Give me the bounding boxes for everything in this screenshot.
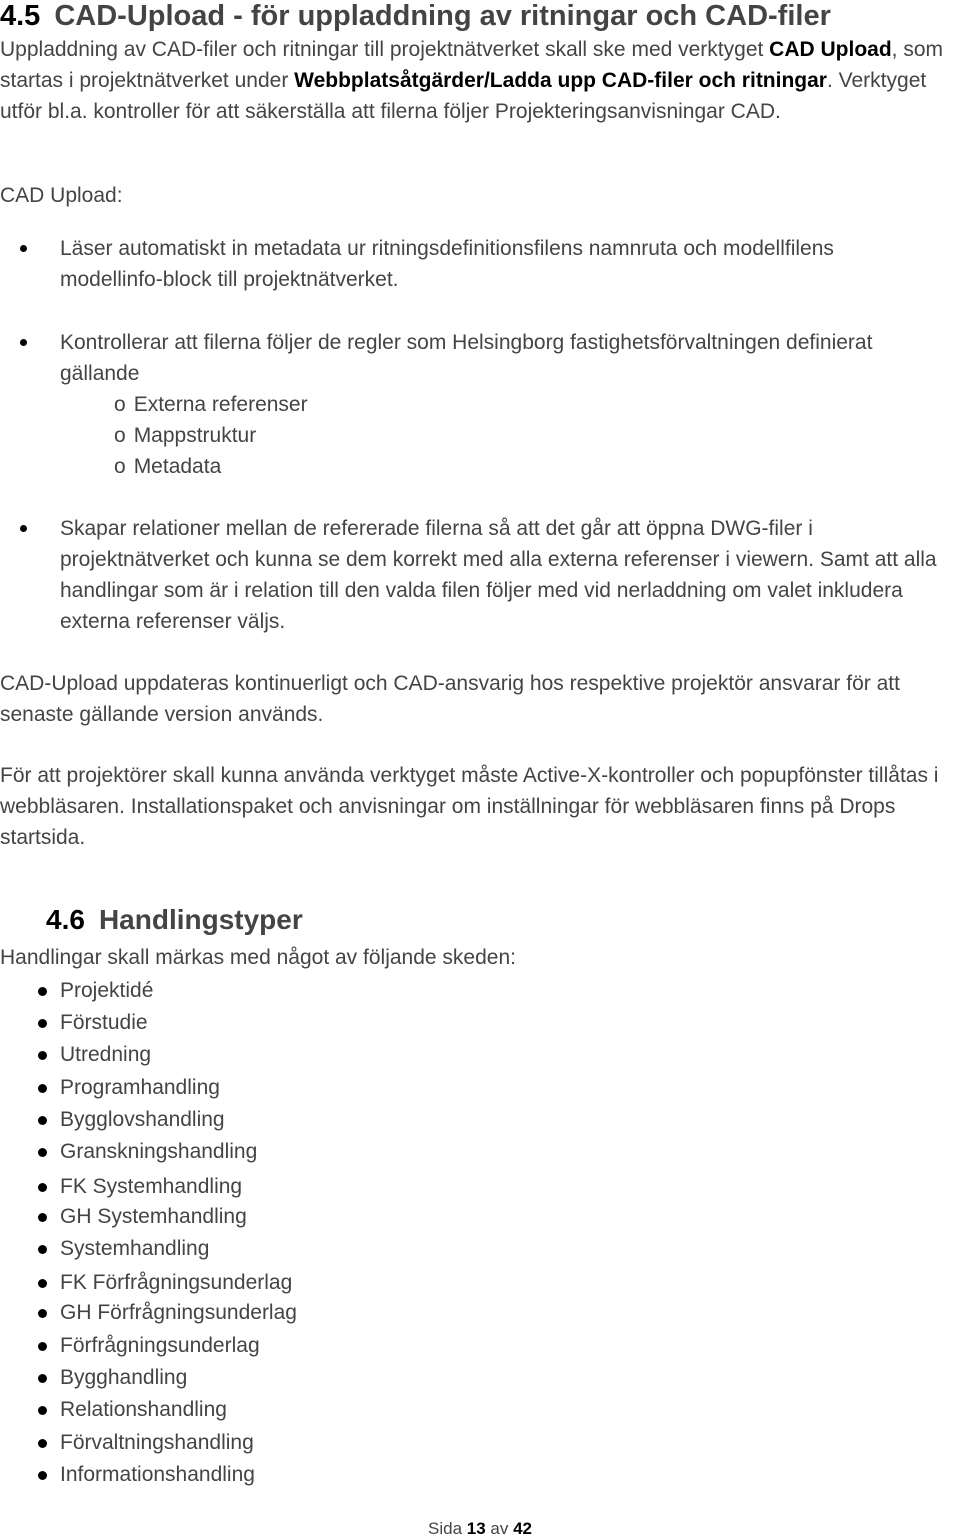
intro-text-1: Uppladdning av CAD-filer och ritningar till projektnätverket skall ske med verktyget [0, 38, 770, 61]
document-type-label: Utredning [60, 1043, 152, 1066]
section-number: 4.6 [46, 904, 85, 935]
activex-paragraph [0, 760, 960, 853]
bullet-dot-icon [38, 1374, 47, 1383]
document-type-item [0, 1201, 600, 1232]
document-type-label: GH Systemhandling [60, 1205, 247, 1228]
document-type-label: Förstudie [60, 1011, 148, 1034]
document-type-label: Programhandling [60, 1076, 220, 1099]
current-page-number: 13 [466, 1519, 486, 1538]
document-type-item [0, 1459, 600, 1490]
document-type-label: Förvaltningshandling [60, 1431, 254, 1454]
section-title: Handlingstyper [98, 904, 303, 935]
sub-list-item-text: Mappstruktur [133, 424, 257, 447]
bullet-dot-icon [38, 1116, 47, 1125]
document-type-item [0, 1171, 600, 1202]
activex-paragraph-text: För att projektörer skall kunna använda verktyget måste Active-X-kontroller och popupfönster tillåtas i webbläsaren. Installationspaket och anvisningar om inställningar för webbläsaren finns på Drops startsida. [0, 764, 939, 849]
cad-upload-label: CAD Upload: [0, 184, 123, 207]
document-type-label: FK Förfrågningsunderlag [60, 1271, 293, 1294]
document-type-label: Informationshandling [60, 1463, 255, 1486]
bullet-dot-icon [38, 1084, 47, 1093]
section-number: 4.5 [0, 0, 41, 32]
document-type-item [0, 1136, 600, 1167]
update-paragraph [0, 668, 960, 730]
bullet-dot-icon [38, 1439, 47, 1448]
document-type-item [0, 1007, 600, 1038]
bullet-dot-icon [20, 245, 27, 252]
document-type-label: Granskningshandling [60, 1140, 258, 1163]
bullet-dot-icon [38, 1051, 47, 1060]
section-heading-4-5 [0, 0, 831, 36]
document-type-label: GH Förfrågningsunderlag [60, 1301, 297, 1324]
feature-bullet-text: Kontrollerar att filerna följer de regler som Helsingborg fastighetsförvaltningen definierat gällande [60, 331, 873, 385]
section-title: CAD-Upload - för uppladdning av ritningar och CAD-filer [54, 0, 831, 32]
sub-list-item [114, 451, 221, 482]
page-footer [0, 1518, 960, 1540]
document-type-item [0, 1072, 600, 1103]
sub-bullet-marker: o [114, 455, 126, 478]
intro-text-3: . Verktyget utför bl.a. kontroller för att säkerställa att filerna följer Projekteringsanvisningar CAD. [0, 69, 927, 123]
document-type-item [0, 1330, 600, 1361]
page-label-prefix: Sida [428, 1519, 467, 1538]
bullet-dot-icon [38, 1406, 47, 1415]
bullet-dot-icon [38, 1279, 47, 1288]
intro-paragraph [0, 34, 960, 127]
feature-bullet-text: Läser automatiskt in metadata ur ritningsdefinitionsfilens namnruta och modellfilens modellinfo-block till projektnätverket. [60, 237, 834, 291]
document-type-item [0, 1267, 600, 1298]
document-type-item [0, 1039, 600, 1070]
update-paragraph-text: CAD-Upload uppdateras kontinuerligt och CAD-ansvarig hos respektive projektör ansvarar för att senaste gällande version används. [0, 672, 900, 726]
bullet-dot-icon [38, 1213, 47, 1222]
section-heading-4-6 [46, 900, 303, 940]
sub-list-item [114, 389, 308, 420]
document-type-item [0, 1362, 600, 1393]
handlingstyper-intro [0, 942, 960, 973]
bullet-dot-icon [38, 1019, 47, 1028]
intro-bold-menu-path: Webbplatsåtgärder/Ladda upp CAD-filer och ritningar [294, 69, 827, 92]
bullet-dot-icon [38, 1309, 47, 1318]
handlingstyper-intro-text: Handlingar skall märkas med något av följande skeden: [0, 946, 516, 969]
sub-list-item-text: Externa referenser [133, 393, 308, 416]
page-label-middle: av [485, 1519, 514, 1538]
document-type-label: FK Systemhandling [60, 1175, 243, 1198]
bullet-dot-icon [20, 339, 27, 346]
document-type-label: Systemhandling [60, 1237, 210, 1260]
intro-bold-cad-upload: CAD Upload [769, 38, 892, 61]
bullet-dot-icon [38, 1148, 47, 1157]
document-type-label: Bygglovshandling [60, 1108, 225, 1131]
intro-text-2: , som startas i projektnätverket under [0, 38, 944, 92]
document-type-label: Bygghandling [60, 1366, 188, 1389]
total-page-number: 42 [513, 1519, 532, 1538]
sub-list-item-text: Metadata [133, 455, 222, 478]
bullet-dot-icon [20, 525, 27, 532]
document-type-item [0, 1233, 600, 1264]
document-type-item [0, 1297, 600, 1328]
document-type-item [0, 1104, 600, 1135]
bullet-dot-icon [38, 1342, 47, 1351]
document-type-item [0, 975, 600, 1006]
bullet-dot-icon [38, 1245, 47, 1254]
feature-bullet-text: Skapar relationer mellan de refererade filerna så att det går att öppna DWG-filer i projektnätverket och kunna se dem korrekt med alla externa referenser i viewern. Samt att alla handlingar som är i relation till den valda filen följer med vid nerladdning om valet inkludera externa referenser väljs. [60, 517, 937, 633]
bullet-dot-icon [38, 987, 47, 996]
sub-bullet-marker: o [114, 424, 126, 447]
bullet-dot-icon [38, 1471, 47, 1480]
sub-list-item [114, 420, 256, 451]
bullet-dot-icon [38, 1183, 47, 1192]
document-type-label: Relationshandling [60, 1398, 227, 1421]
document-type-label: Förfrågningsunderlag [60, 1334, 260, 1357]
document-type-item [0, 1394, 600, 1425]
document-type-item [0, 1427, 600, 1458]
sub-bullet-marker: o [114, 393, 126, 416]
document-type-label: Projektidé [60, 979, 154, 1002]
